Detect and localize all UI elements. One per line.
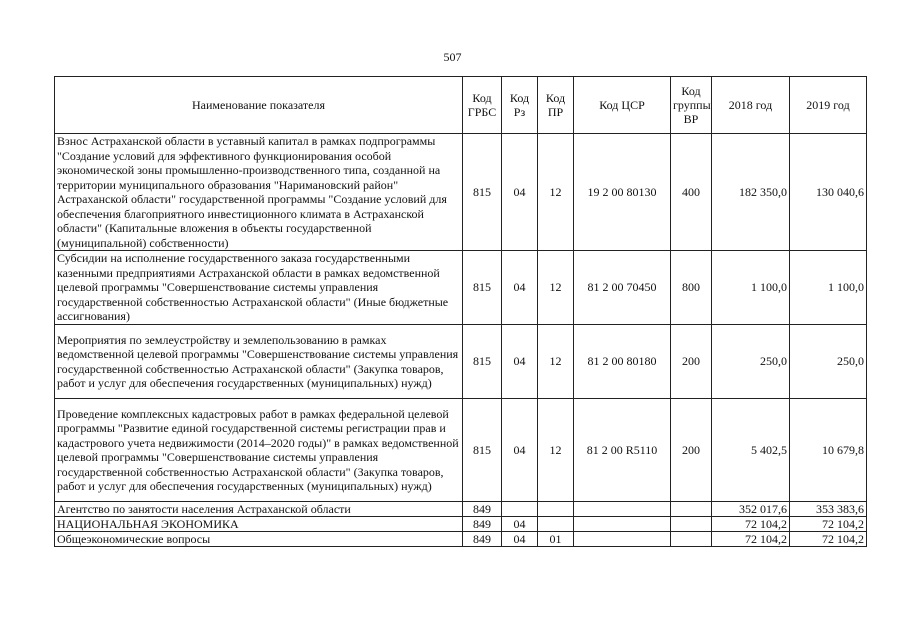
row-csr: 81 2 00 70450	[574, 251, 671, 325]
page-number: 507	[443, 50, 462, 64]
row-pr: 12	[538, 399, 574, 502]
header-grbs: Код ГРБС	[463, 77, 502, 134]
table-row	[55, 325, 867, 399]
row-name: НАЦИОНАЛЬНАЯ ЭКОНОМИКА	[55, 517, 463, 532]
table-row	[55, 134, 867, 251]
row-vr: 800	[671, 251, 712, 325]
row-name: Субсидии на исполнение государственного заказа государственными казенными предприятиями Астраханской области в рамках ведомственной целевой программы "Совершенствование системы управления государственной собственностью Астраханской области" (Иные бюджетные ассигнования)	[55, 251, 463, 325]
row-rz: 04	[502, 517, 538, 532]
row-pr	[538, 517, 574, 532]
row-csr: 19 2 00 80130	[574, 134, 671, 251]
row-pr: 12	[538, 251, 574, 325]
row-2018: 72 104,2	[712, 532, 790, 547]
table-row	[55, 517, 867, 532]
row-2019: 72 104,2	[790, 532, 867, 547]
table-header-row	[55, 77, 867, 134]
header-rz: Код Рз	[502, 77, 538, 134]
header-pr: Код ПР	[538, 77, 574, 134]
row-pr: 12	[538, 134, 574, 251]
row-grbs: 815	[463, 251, 502, 325]
row-rz: 04	[502, 399, 538, 502]
row-2018: 182 350,0	[712, 134, 790, 251]
header-csr: Код ЦСР	[574, 77, 671, 134]
row-rz: 04	[502, 532, 538, 547]
budget-table	[54, 76, 867, 547]
table-row	[55, 502, 867, 517]
row-rz: 04	[502, 134, 538, 251]
row-pr: 12	[538, 325, 574, 399]
row-vr	[671, 517, 712, 532]
row-csr: 81 2 00 R5110	[574, 399, 671, 502]
row-2019: 130 040,6	[790, 134, 867, 251]
row-2018: 72 104,2	[712, 517, 790, 532]
table-row	[55, 532, 867, 547]
header-2018: 2018 год	[712, 77, 790, 134]
row-name: Взнос Астраханской области в уставный капитал в рамках подпрограммы "Создание условий для эффективного функционирования особой экономической зоны промышленно-производственного типа, созданной на территории муниципального образования "Наримановский район" Астраханской области" государственной программы "Создание условий для обеспечения благоприятного инвестиционного климата в Астраханской области" (Капитальные вложения в объекты государственной (муниципальной) собственности)	[55, 134, 463, 251]
row-grbs: 849	[463, 532, 502, 547]
row-vr: 200	[671, 325, 712, 399]
row-vr: 200	[671, 399, 712, 502]
row-grbs: 815	[463, 325, 502, 399]
row-grbs: 815	[463, 399, 502, 502]
row-2018: 5 402,5	[712, 399, 790, 502]
header-2019: 2019 год	[790, 77, 867, 134]
row-2019: 72 104,2	[790, 517, 867, 532]
row-rz: 04	[502, 325, 538, 399]
row-rz: 04	[502, 251, 538, 325]
row-2019: 353 383,6	[790, 502, 867, 517]
row-name: Общеэкономические вопросы	[55, 532, 463, 547]
table-row	[55, 399, 867, 502]
row-vr	[671, 532, 712, 547]
row-pr: 01	[538, 532, 574, 547]
row-pr	[538, 502, 574, 517]
row-csr	[574, 532, 671, 547]
row-2019: 10 679,8	[790, 399, 867, 502]
row-csr	[574, 517, 671, 532]
row-2018: 352 017,6	[712, 502, 790, 517]
row-2019: 1 100,0	[790, 251, 867, 325]
row-name: Проведение комплексных кадастровых работ в рамках федеральной целевой программы "Развитие единой государственной системы регистрации прав и кадастрового учета недвижимости (2014–2020 годы)" в рамках ведомственной целевой программы "Совершенствование системы управления государственной собственностью Астраханской области" (Закупка товаров, работ и услуг для обеспечения государственных (муниципальных) нужд)	[55, 399, 463, 502]
row-csr	[574, 502, 671, 517]
row-grbs: 815	[463, 134, 502, 251]
row-name: Агентство по занятости населения Астраханской области	[55, 502, 463, 517]
row-grbs: 849	[463, 517, 502, 532]
row-2018: 250,0	[712, 325, 790, 399]
row-name: Мероприятия по землеустройству и землепользованию в рамках ведомственной целевой программы "Совершенствование системы управления государственной собственностью Астраханской области" (Закупка товаров, работ и услуг для обеспечения государственных (муниципальных) нужд)	[55, 325, 463, 399]
row-2019: 250,0	[790, 325, 867, 399]
row-2018: 1 100,0	[712, 251, 790, 325]
header-vr: Код группы ВР	[671, 77, 712, 134]
row-vr	[671, 502, 712, 517]
header-name: Наименование показателя	[55, 77, 463, 134]
row-rz	[502, 502, 538, 517]
row-vr: 400	[671, 134, 712, 251]
row-csr: 81 2 00 80180	[574, 325, 671, 399]
row-grbs: 849	[463, 502, 502, 517]
table-row	[55, 251, 867, 325]
